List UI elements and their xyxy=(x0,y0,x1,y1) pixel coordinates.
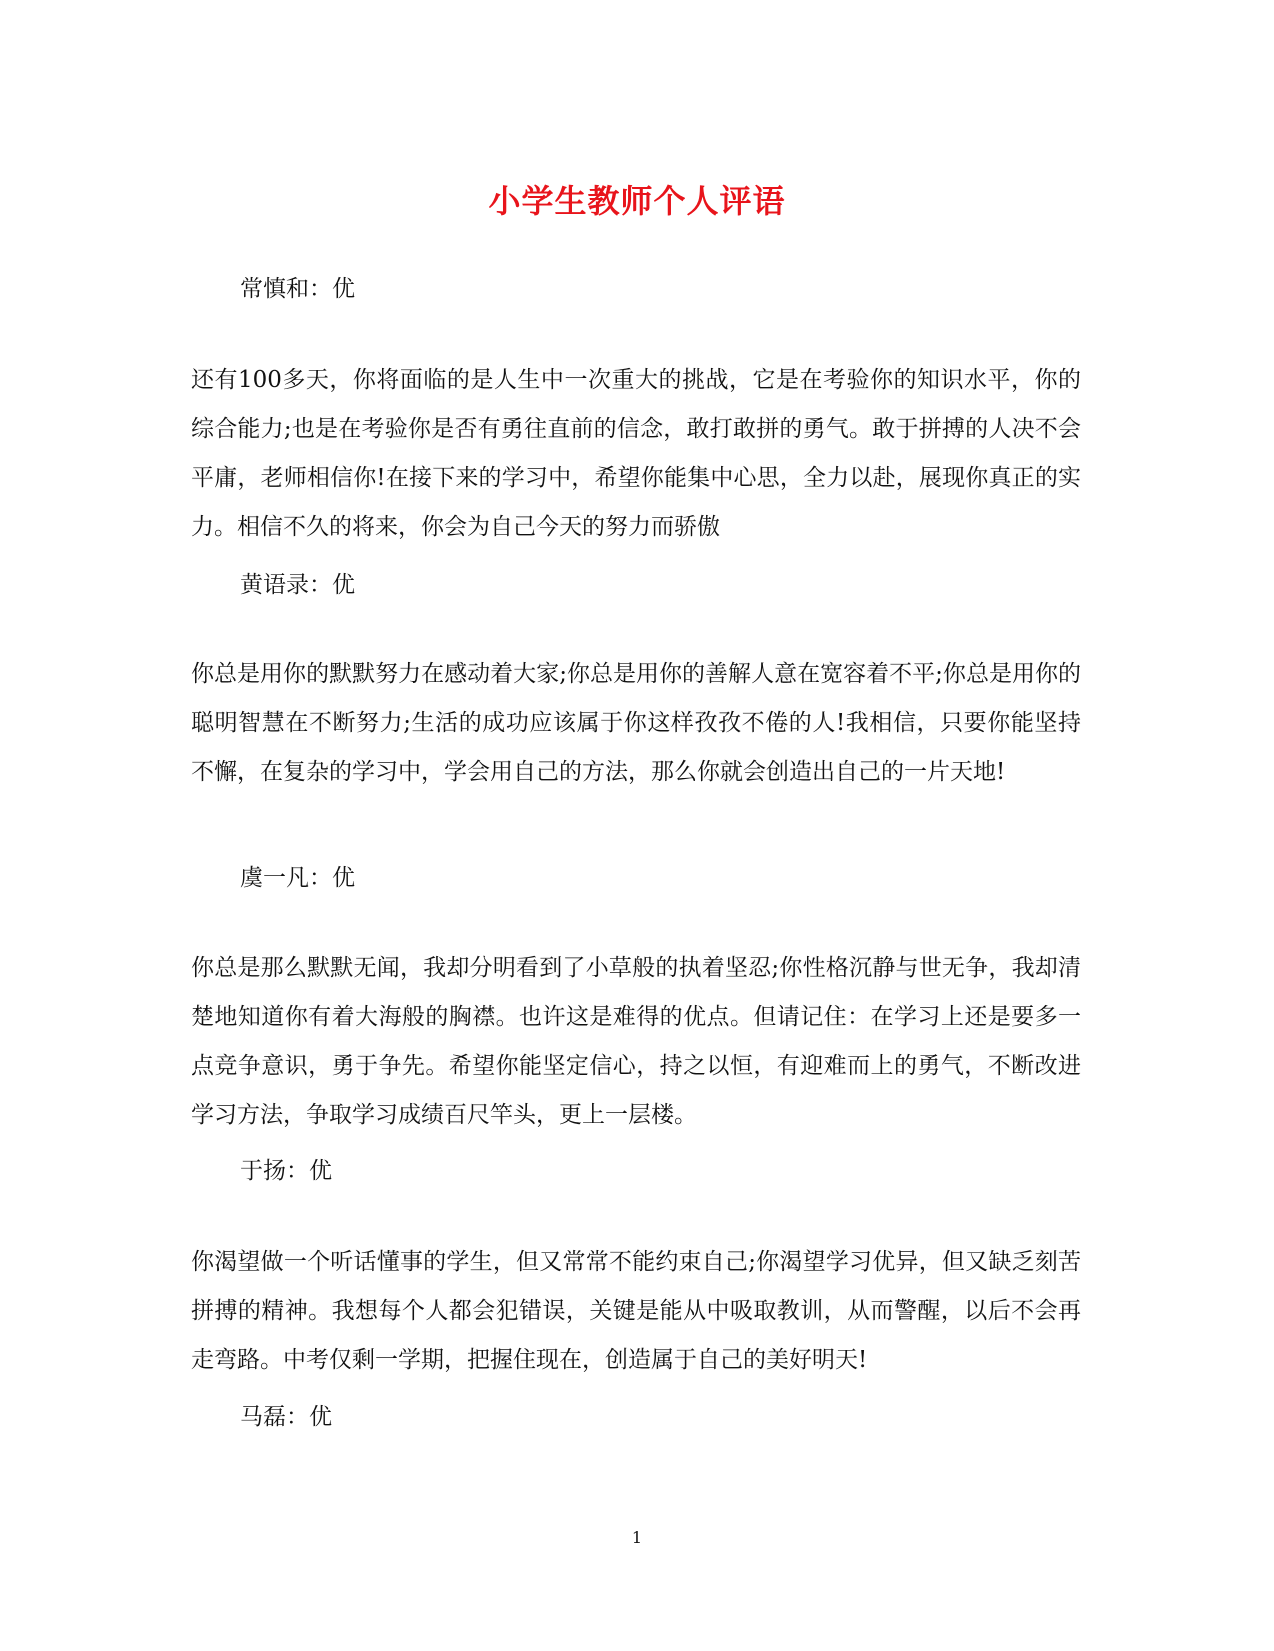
teacher-comment: 你渴望做一个听话懂事的学生，但又常常不能约束自己;你渴望学习优异，但又缺乏刻苦拼搏的精神。我想每个人都会犯错误，关键是能从中吸取教训，从而警醒，以后不会再走弯路。中考仅剩一学期，把握住现在，创造属于自己的美好明天! xyxy=(191,1249,1081,1373)
teacher-comment: 你总是那么默默无闻，我却分明看到了小草般的执着坚忍;你性格沉静与世无争，我却清楚地知道你有着大海般的胸襟。也许这是难得的优点。但请记住：在学习上还是要多一点竞争意识，勇于争先。希望你能坚定信心，持之以恒，有迎难而上的勇气，不断改进学习方法，争取学习成绩百尺竿头，更上一层楼。 xyxy=(191,955,1081,1128)
student-name-grade: 黄语录：优 xyxy=(240,572,355,598)
page-number: 1 xyxy=(631,1528,643,1547)
document-title: 小学生教师个人评语 xyxy=(488,182,786,220)
student-name-grade: 常慎和：优 xyxy=(240,276,355,302)
student-name-grade: 马磊：优 xyxy=(240,1404,332,1430)
teacher-comment: 你总是用你的默默努力在感动着大家;你总是用你的善解人意在宽容着不平;你总是用你的聪明智慧在不断努力;生活的成功应该属于你这样孜孜不倦的人!我相信，只要你能坚持不懈，在复杂的学习中，学会用自己的方法，那么你就会创造出自己的一片天地! xyxy=(191,661,1081,785)
student-name-grade: 虞一凡：优 xyxy=(240,865,355,891)
student-name-grade: 于扬：优 xyxy=(240,1158,332,1184)
teacher-comment: 还有100多天，你将面临的是人生中一次重大的挑战，它是在考验你的知识水平，你的综合能力;也是在考验你是否有勇往直前的信念，敢打敢拼的勇气。敢于拼搏的人决不会平庸，老师相信你!在接下来的学习中，希望你能集中心思，全力以赴，展现你真正的实力。相信不久的将来，你会为自己今天的努力而骄傲 xyxy=(191,367,1081,540)
